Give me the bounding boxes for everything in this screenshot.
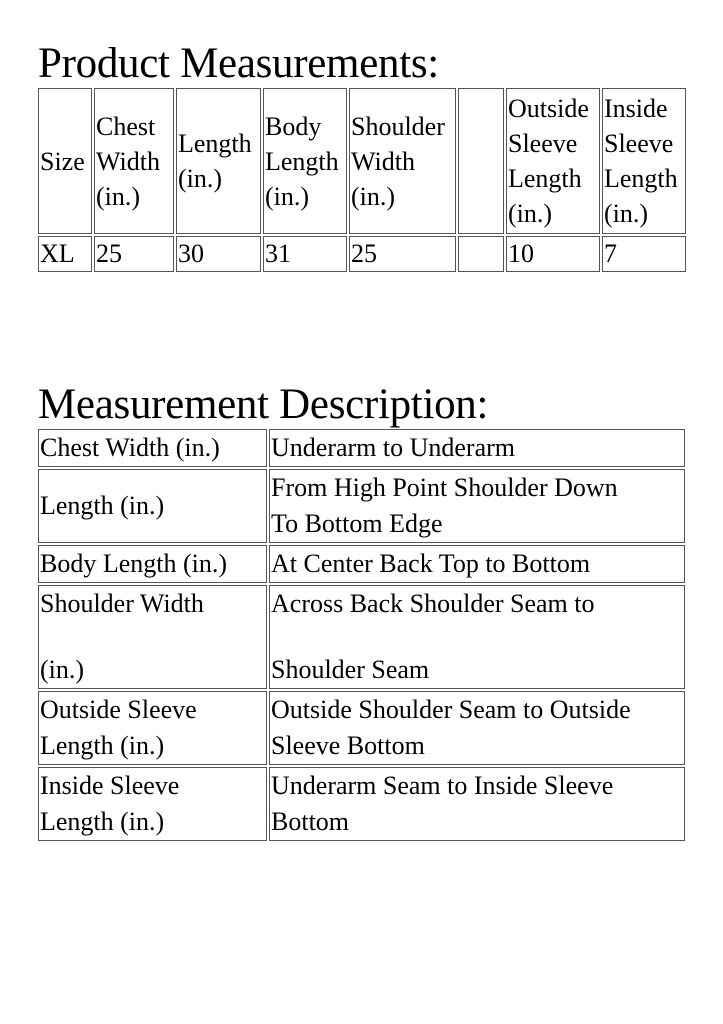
- header-empty: [458, 88, 504, 234]
- description-cell: Underarm to Underarm: [269, 429, 685, 467]
- cell-chest-width: 25: [94, 236, 174, 272]
- description-cell: [269, 585, 685, 689]
- measurements-table: [36, 86, 688, 274]
- term-cell: Body Length (in.): [38, 545, 267, 583]
- table-row: [38, 429, 685, 467]
- cell-empty: [458, 236, 504, 272]
- table-row: [38, 585, 685, 689]
- term-cell: Length (in.): [38, 469, 267, 543]
- header-body-length: Body Length (in.): [263, 88, 347, 234]
- header-chest-width: Chest Width (in.): [94, 88, 174, 234]
- description-cell: Underarm Seam to Inside Sleeve Bottom: [269, 767, 685, 841]
- term-cell: Inside Sleeve Length (in.): [38, 767, 267, 841]
- term-cell: [38, 585, 267, 689]
- header-outside-sleeve-length: Outside Sleeve Length (in.): [506, 88, 600, 234]
- header-inside-sleeve-length: Inside Sleeve Length (in.): [602, 88, 686, 234]
- description-line-1: Across Back Shoulder Seam to: [271, 589, 595, 618]
- table-row: [38, 236, 686, 272]
- description-cell: Outside Shoulder Seam to Outside Sleeve Bottom: [269, 691, 685, 765]
- table-row: [38, 767, 685, 841]
- cell-outside-sleeve-length: 10: [506, 236, 600, 272]
- table-row: [38, 545, 685, 583]
- cell-shoulder-width: 25: [349, 236, 456, 272]
- description-line-2: Shoulder Seam: [271, 655, 430, 684]
- cell-size: XL: [38, 236, 92, 272]
- description-cell: At Center Back Top to Bottom: [269, 545, 685, 583]
- cell-inside-sleeve-length: 7: [602, 236, 686, 272]
- term-cell: Chest Width (in.): [38, 429, 267, 467]
- measurement-description-heading: Measurement Description:: [38, 381, 489, 428]
- term-line-1: Shoulder Width: [40, 589, 204, 618]
- term-line-2: (in.): [40, 655, 85, 684]
- cell-length: 30: [176, 236, 261, 272]
- term-cell: Outside Sleeve Length (in.): [38, 691, 267, 765]
- product-measurements-heading: Product Measurements:: [38, 40, 439, 87]
- table-row: [38, 691, 685, 765]
- header-size: Size: [38, 88, 92, 234]
- description-cell: From High Point Shoulder Down To Bottom Edge: [269, 469, 685, 543]
- table-row: [38, 469, 685, 543]
- header-shoulder-width: Shoulder Width (in.): [349, 88, 456, 234]
- description-table: [36, 427, 687, 843]
- cell-body-length: 31: [263, 236, 347, 272]
- header-length: Length (in.): [176, 88, 261, 234]
- table-header-row: [38, 88, 686, 234]
